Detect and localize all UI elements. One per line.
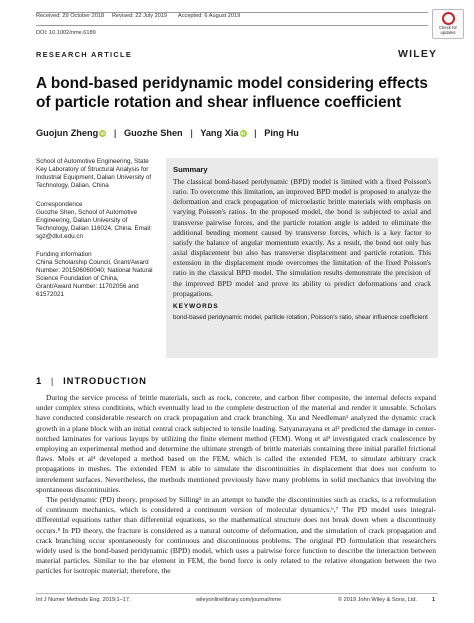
funding-heading: Funding information [36, 251, 92, 258]
section-number: 1 [36, 375, 43, 386]
author-name[interactable]: Guojun Zheng [36, 128, 99, 138]
summary-text: The classical bond-based peridynamic (BPD) model is limited with a fixed Poisson's ratio. To overcome this limitation, an improved BPD model is proposed to analyze the deformation and crack propagation of microelastic brittle materials with emphasis on varying Poisson's ratios. In the proposed model, the bond is subjected to axial and transverse pairwise forces, and the particle rotation angle is added to eliminate the additional bending moment caused by transverse forces, which is a key factor to satisfy the balance of angular momentum exactly. As a result, the bond not only has axial displacement but also has transverse displacement and particle rotation. This extension in the displacement mode overcomes the limitation of the fixed Poisson's ratio in the classical BPD model. The simulation results demonstrate the precision of the improved BPD model and prove its ability to predict deformations and crack propagations. [173, 177, 431, 298]
affiliation: School of Automotive Engineering, State Key Laboratory of Structural Analysis for Industrial Equipment, Dalian University of Technology, Dalian, China [36, 158, 152, 189]
orcid-icon[interactable]: iD [240, 131, 246, 136]
author-list [36, 128, 299, 138]
revised-date: Revised: 22 July 2019 [112, 13, 168, 19]
orcid-icon[interactable]: iD [100, 131, 105, 136]
article-type: RESEARCH ARTICLE [36, 50, 133, 59]
journal-citation: Int J Numer Methods Eng. 2019;1–17. [36, 597, 131, 603]
author-name[interactable]: Ping Hu [264, 128, 299, 138]
paper-title: A bond-based peridynamic model considering effects of particle rotation and shear influence coefficient [36, 75, 428, 111]
section-divider: | [50, 375, 55, 386]
keywords-text: bond-based peridynamic model, particle rotation, Poisson's ratio, shear influence coefficient [173, 314, 428, 321]
section-title: INTRODUCTION [63, 375, 147, 386]
keywords-heading: KEYWORDS [173, 303, 219, 310]
abstract-box [166, 158, 438, 358]
copyright: © 2019 John Wiley & Sons, Ltd. [338, 597, 418, 603]
summary-heading: Summary [173, 165, 208, 174]
check-for-updates-badge[interactable] [432, 9, 464, 39]
accepted-date: Accepted: 6 August 2019 [178, 13, 241, 19]
author-name[interactable]: Guozhe Shen [123, 128, 183, 138]
page-number: 1 [432, 597, 436, 603]
body-text [36, 393, 436, 577]
correspondence-text: Guozhe Shen, School of Automotive Engineering, Dalian University of Technology, Dalian 116024, China. Email: sgz@dlut.edu.cn [36, 209, 152, 240]
correspondence-heading: Correspondence [36, 201, 83, 208]
author-separator: | [113, 128, 117, 138]
funding-text: China Scholarship Council, Grant/Award Number: 201506060040; National Natural Science Foundation of China, Grant/Award Number: 11702056 and 61572021 [36, 259, 153, 298]
paragraph: During the service process of brittle materials, such as rock, concrete, and carbon fiber composite, the internal defects expand under complex stress conditions, which eventually lead to the complete destruction of the material and render it unusable. Scholars have conducted considerable research on crack propagation and crack branching. Xu and Needleman¹ analyzed the dynamic crack growth in a plane block with an initial central crack subjected to tensile loading. Satyanarayana et al² predicted the damage in center-notched laminates for various layups by utilizing the finite element method (FEM). Wong et al³ investigated crack coalescence by employing an experimental method and determine the ultimate strength of brittle materials containing three initial parallel frictional flaws. Moës et al⁴ developed a method based on the FEM, which is called the extended FEM, to simulate arbitrary crack propagations in meshes. The extended FEM is able to simulate the discontinuities in displacement that does not conform to interelement surfaces. Nevertheless, the methods mentioned previously have many problems in solid mechanics that involving the spontaneous discontinuities. [36, 393, 436, 494]
author-separator: | [190, 128, 193, 138]
author-name[interactable]: Yang Xia [200, 128, 239, 138]
check-for-updates-icon [442, 12, 455, 25]
received-date: Received: 29 October 2018 [36, 13, 105, 19]
journal-url[interactable]: wileyonlinelibrary.com/journal/nme [196, 597, 282, 603]
paragraph: The peridynamic (PD) theory, proposed by Silling⁵ in an attempt to handle the discontinuities such as cracks, is a reformulation of continuum mechanics, which is considered a continuum version of molecular dynamics.⁶,⁷ The PD model uses integral-differential equations rather than differential equations, so the mathematical structure does not break down when a discontinuity occurs.⁸ In PD theory, the fracture is considered as a natural outcome of deformation, and the simulation of crack propagation and crack branching occur spontaneously for continuous and discontinuous problems. The original PD formulation that researchers widely used is the bond-based peridynamic (BPD) model, which uses a pairwise force function to describe the interaction between material particles. Similar to the bar element in FEM, the bond force is only related to the relative elongation between the two particles for isotropic material; therefore, the [36, 495, 436, 576]
badge-label: Check for updates [439, 25, 457, 35]
doi: DOI: 10.1002/nme.6189 [36, 30, 96, 36]
section-heading [36, 375, 147, 386]
author-separator: | [254, 128, 257, 138]
publisher-logo: WILEY [398, 48, 438, 60]
footer-rule [36, 593, 438, 594]
